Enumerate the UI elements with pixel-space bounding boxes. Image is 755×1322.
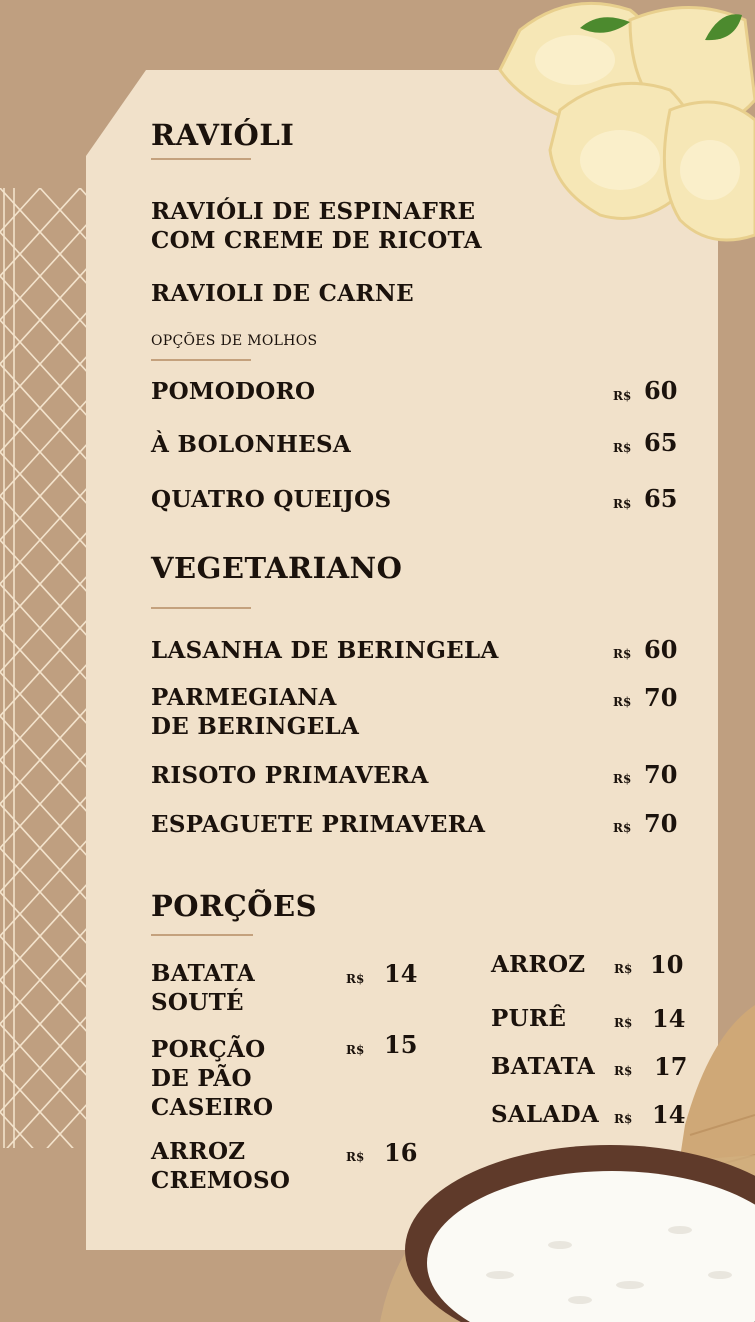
portion-item-name: PURÊ — [491, 1005, 567, 1032]
title-underline — [151, 158, 251, 160]
sauce-item-name: POMODORO — [151, 378, 316, 405]
portion-item-name: ARROZ CREMOSO — [151, 1138, 291, 1194]
portion-item-name: ARROZ — [491, 951, 586, 978]
currency-label: R$ — [613, 389, 632, 403]
currency-label: R$ — [613, 821, 632, 835]
price-value: 70 — [644, 809, 678, 838]
section-title-portions: PORÇÕES — [151, 889, 318, 923]
price-value: 17 — [654, 1052, 688, 1081]
sauce-item-name: QUATRO QUEIJOS — [151, 486, 392, 513]
menu-item-name: LASANHA DE BERINGELA — [151, 637, 499, 664]
price-value: 14 — [384, 959, 418, 988]
currency-label: R$ — [613, 497, 632, 511]
portion-item-name: SALADA — [491, 1101, 600, 1128]
currency-label: R$ — [346, 1043, 365, 1057]
label-underline — [151, 359, 251, 361]
menu-item-name: PARMEGIANA DE BERINGELA — [151, 684, 360, 740]
currency-label: R$ — [613, 695, 632, 709]
currency-label: R$ — [613, 441, 632, 455]
menu-item-ravioli-carne: RAVIOLI DE CARNE — [151, 280, 414, 307]
price-value: 15 — [384, 1030, 418, 1059]
price-value: 60 — [644, 635, 678, 664]
title-underline — [151, 607, 251, 609]
title-underline — [151, 934, 253, 936]
section-title-vegetarian: VEGETARIANO — [151, 551, 403, 585]
currency-label: R$ — [614, 1016, 633, 1030]
price-value: 65 — [644, 484, 678, 513]
currency-label: R$ — [346, 1150, 365, 1164]
price-value: 10 — [650, 950, 684, 979]
price-value: 60 — [644, 376, 678, 405]
rice-bowl-image — [380, 1135, 755, 1322]
price-value: 14 — [652, 1100, 686, 1129]
sauce-item-name: À BOLONHESA — [151, 431, 352, 458]
currency-label: R$ — [614, 1064, 633, 1078]
currency-label: R$ — [346, 972, 365, 986]
section-title-ravioli: RAVIÓLI — [151, 118, 295, 152]
price-value: 65 — [644, 428, 678, 457]
menu-item-name: ESPAGUETE PRIMAVERA — [151, 811, 486, 838]
currency-label: R$ — [614, 962, 633, 976]
portion-item-name: BATATA SOUTÉ — [151, 960, 255, 1016]
menu-item-name: RISOTO PRIMAVERA — [151, 762, 429, 789]
currency-label: R$ — [613, 772, 632, 786]
price-value: 70 — [644, 683, 678, 712]
portion-item-name: BATATA — [491, 1053, 595, 1080]
menu-item-ravioli-espinafre: RAVIÓLI DE ESPINAFRE COM CREME DE RICOTA — [151, 198, 482, 254]
price-value: 14 — [652, 1004, 686, 1033]
portion-item-name: PORÇÃO DE PÃO CASEIRO — [151, 1036, 274, 1121]
price-value: 70 — [644, 760, 678, 789]
price-value: 16 — [384, 1138, 418, 1167]
currency-label: R$ — [613, 647, 632, 661]
currency-label: R$ — [614, 1112, 633, 1126]
lattice-pattern — [0, 188, 86, 1148]
sauce-options-label: OPÇÕES DE MOLHOS — [151, 333, 318, 349]
